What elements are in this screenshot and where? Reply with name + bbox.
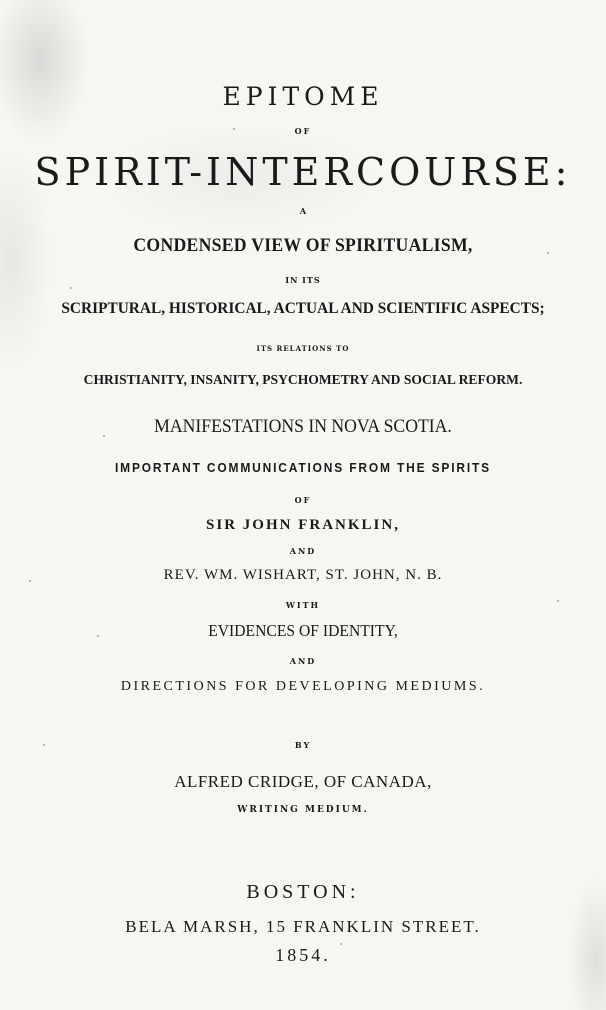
imprint-year: 1854. bbox=[275, 945, 331, 965]
paper-speck bbox=[103, 435, 105, 437]
paper-speck bbox=[233, 128, 235, 130]
connector-by: BY bbox=[294, 740, 312, 750]
epitome-heading: EPITOME bbox=[222, 82, 384, 111]
subtitle-communications: IMPORTANT COMMUNICATIONS FROM THE SPIRITS bbox=[115, 460, 491, 475]
author-name: ALFRED CRIDGE, OF CANADA, bbox=[174, 772, 432, 791]
paper-speck bbox=[340, 943, 342, 945]
subtitle-manifestations: MANIFESTATIONS IN NOVA SCOTIA. bbox=[154, 416, 452, 437]
connector-of-2: OF bbox=[294, 495, 312, 505]
connector-of: OF bbox=[294, 126, 312, 136]
imprint-place: BOSTON: bbox=[246, 881, 360, 903]
author-role: WRITING MEDIUM. bbox=[237, 805, 369, 815]
paper-speck bbox=[557, 600, 559, 602]
subtitle-directions: DIRECTIONS FOR DEVELOPING MEDIUMS. bbox=[120, 679, 486, 694]
paper-speck bbox=[97, 635, 99, 637]
spirit-name-franklin: SIR JOHN FRANKLIN, bbox=[206, 517, 400, 533]
paper-speck bbox=[547, 252, 549, 254]
subtitle-evidences: EVIDENCES OF IDENTITY, bbox=[208, 621, 398, 640]
connector-in-its: IN ITS bbox=[285, 275, 321, 285]
paper-speck bbox=[70, 287, 72, 289]
connector-its-relations-to: ITS RELATIONS TO bbox=[256, 344, 350, 353]
connector-and: AND bbox=[289, 546, 317, 556]
connector-and-2: AND bbox=[289, 656, 317, 666]
subtitle-aspects: SCRIPTURAL, HISTORICAL, ACTUAL AND SCIENTIFIC ASPECTS; bbox=[61, 300, 545, 317]
main-title: SPIRIT-INTERCOURSE: bbox=[34, 150, 572, 194]
paper-speck bbox=[43, 744, 45, 746]
subtitle-relations-list: CHRISTIANITY, INSANITY, PSYCHOMETRY AND SOCIAL REFORM. bbox=[83, 373, 523, 388]
imprint-publisher: BELA MARSH, 15 FRANKLIN STREET. bbox=[125, 917, 481, 936]
spirit-name-wishart: REV. WM. WISHART, ST. JOHN, N. B. bbox=[163, 567, 443, 583]
subtitle-condensed-view: CONDENSED VIEW OF SPIRITUALISM, bbox=[133, 235, 473, 256]
paper-speck bbox=[29, 580, 31, 582]
connector-a: A bbox=[299, 206, 307, 216]
connector-with: WITH bbox=[285, 600, 321, 610]
